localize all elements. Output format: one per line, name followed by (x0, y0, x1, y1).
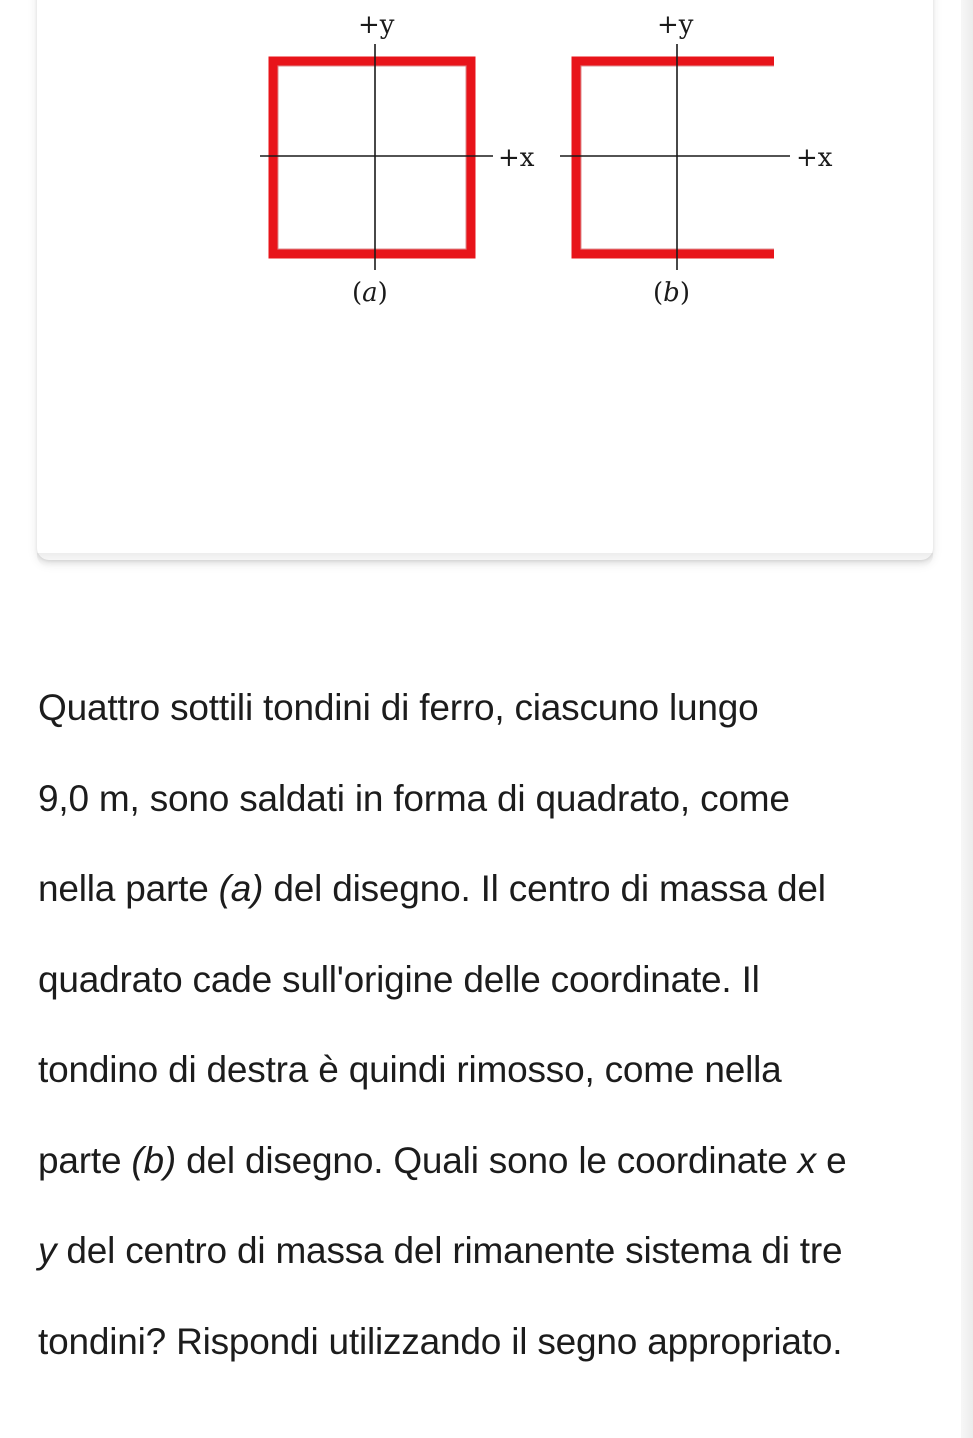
question-text-segment: nella parte (38, 868, 219, 909)
y-axis-label-a: +y (358, 10, 395, 40)
x-axis-label-a: +x (498, 143, 535, 173)
part-b-reference: (b) (131, 1139, 177, 1181)
variable-x: x (797, 1139, 816, 1181)
question-line-5: tondino di destra è quindi rimosso, come nella (38, 1049, 782, 1090)
question-text-segment: e (815, 1139, 847, 1181)
question-line-4: quadrato cade sull'origine delle coordinate. Il (38, 958, 760, 1000)
caption-a: (a) (352, 278, 388, 308)
square-rods-a (273, 61, 471, 254)
caption-b: (b) (653, 278, 690, 308)
question-line-3 (38, 844, 948, 935)
x-axis-label-b: +x (796, 143, 833, 173)
question-text-segment: del disegno. Il centro di massa del (263, 868, 826, 909)
part-a-reference: (a) (218, 868, 264, 909)
question-text-segment: parte (38, 1139, 132, 1181)
diagram-part-b (560, 10, 833, 308)
rod-diagram (0, 0, 973, 560)
question-text (38, 663, 948, 1387)
y-axis-label-b: +y (657, 10, 694, 40)
question-line-2: 9,0 m, sono saldati in forma di quadrato, come (38, 777, 790, 819)
question-line-6 (38, 1116, 948, 1207)
question-text-segment: del disegno. Quali sono le coordinate (176, 1139, 798, 1181)
three-rods-b (576, 61, 774, 254)
question-line-1: Quattro sottili tondini di ferro, ciascuno lungo (38, 687, 759, 728)
question-line-8: tondini? Rispondi utilizzando il segno appropriato. (38, 1320, 843, 1362)
diagram-part-a (260, 10, 535, 308)
question-text-segment: del centro di massa del rimanente sistema di tre (56, 1230, 843, 1271)
question-line-7 (38, 1206, 948, 1297)
variable-y: y (38, 1230, 57, 1271)
